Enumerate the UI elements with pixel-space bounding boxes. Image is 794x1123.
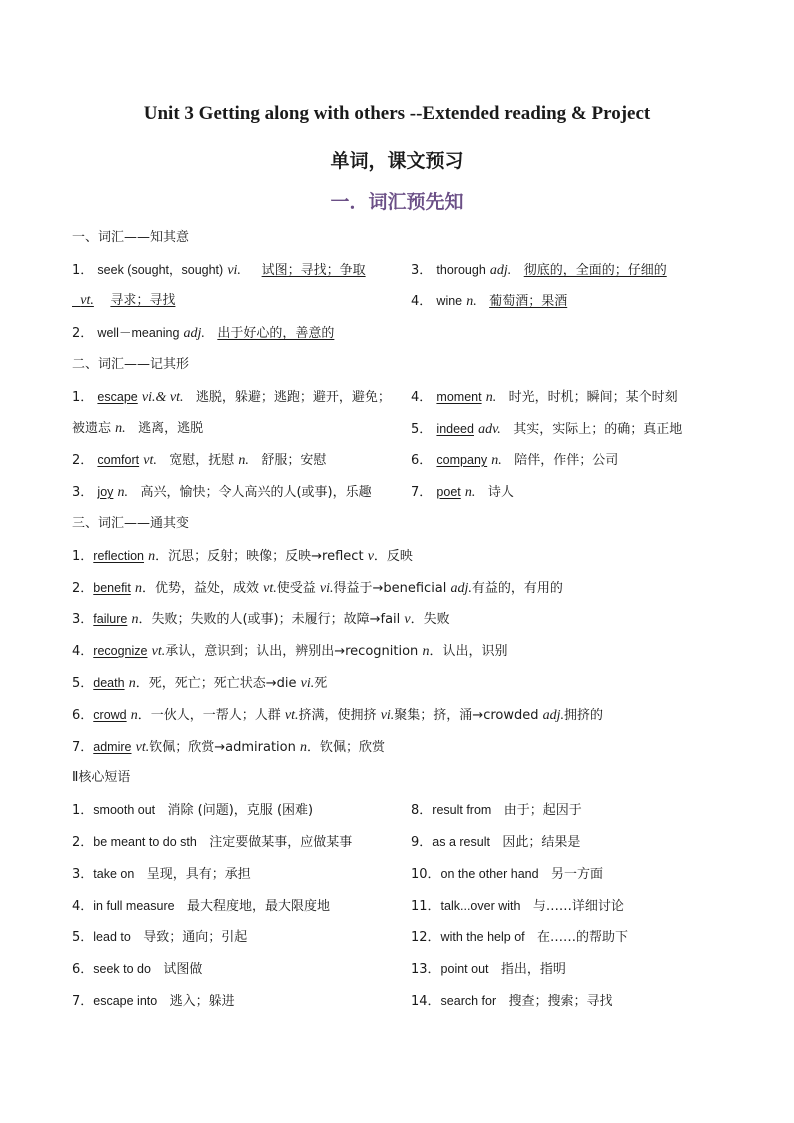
part-of-speech: adj. [183, 326, 205, 341]
text-fragment: 12． [411, 930, 441, 945]
part-of-speech: n. [464, 485, 476, 500]
vocab-meaning: 逃离，逃脱 [138, 421, 204, 436]
vocab-meaning: 高兴，愉快；令人高兴的人(或事)，乐趣 [140, 485, 372, 500]
text-fragment: on the other hand [440, 867, 539, 881]
text-fragment: smooth out [93, 803, 156, 817]
phrase-item-3 [72, 865, 251, 884]
vocab-word: well－meaning [97, 326, 180, 340]
text-fragment: 拥挤的 [564, 708, 604, 723]
part-of-speech: vi. [227, 263, 241, 278]
phrase-item-1 [72, 801, 313, 820]
text-fragment: 3． [72, 612, 94, 627]
vocab-word: company [436, 453, 488, 467]
text-fragment: vt. [284, 708, 299, 723]
vocab-word: poet [436, 485, 461, 499]
text-fragment: n [422, 644, 430, 659]
item-number: 4． [411, 390, 433, 405]
part-of-speech: n. [466, 294, 477, 309]
text-fragment: vi. [380, 708, 395, 723]
text-fragment: reflection [93, 549, 145, 563]
text-fragment: n [131, 612, 139, 627]
vocab-meaning: 葡萄酒；果酒 [489, 294, 568, 309]
part-of-speech: n. [115, 421, 126, 436]
text-fragment: 4． [72, 644, 94, 659]
phrase-item-7 [72, 992, 235, 1011]
vocab1-item-1-cont [72, 292, 175, 310]
vocab2-item-5 [411, 420, 682, 439]
phrase-item-2 [72, 833, 352, 852]
text-fragment: vt. [151, 644, 166, 659]
text-fragment: 在……的帮助下 [537, 930, 629, 945]
text-fragment: 1． [72, 803, 94, 818]
part-of-speech: adj. [489, 263, 512, 278]
vocab3-item-5 [72, 674, 327, 693]
vocab-meaning: 时光，时机；瞬间；某个时刻 [508, 390, 678, 405]
vocab1-item-1 [72, 261, 366, 280]
item-number: 4． [411, 294, 433, 309]
text-fragment: 5． [72, 676, 94, 691]
section-heading: 一．词汇预先知 [330, 191, 464, 213]
phrase-item-14 [411, 992, 613, 1011]
text-fragment: in full measure [93, 899, 175, 913]
text-fragment: 得益于→beneficial [333, 581, 447, 596]
item-number: 2． [72, 326, 94, 341]
text-fragment: 7． [72, 994, 94, 1009]
phrase-item-9 [411, 833, 580, 852]
page-subtitle: 单词，课文预习 [330, 150, 464, 172]
vocab2-item-4 [411, 388, 678, 407]
item-number: 3． [411, 263, 433, 278]
text-fragment: result from [432, 803, 492, 817]
text-fragment: talk...over with [440, 899, 521, 913]
vocab-meaning: 试图；寻找；争取 [261, 263, 366, 278]
phrase-item-8 [411, 801, 582, 820]
vocab3-item-6 [72, 706, 603, 725]
text-fragment: ．钦佩；欣赏 [307, 740, 386, 755]
text-fragment: take on [93, 867, 135, 881]
item-number: 1． [72, 263, 94, 278]
vocab3-item-4 [72, 642, 507, 661]
text-fragment: 钦佩；欣赏→admiration [149, 740, 296, 755]
vocab-meaning: 宽慰，抚慰 [169, 453, 235, 468]
part-of-speech: n. [238, 453, 249, 468]
text-fragment: 11． [411, 899, 441, 914]
text-fragment: adj. [450, 581, 472, 596]
page-title: Unit 3 Getting along with others --Extended reading & Project [143, 103, 651, 124]
text-fragment: 注定要做某事，应做某事 [209, 835, 353, 850]
item-number: 1． [72, 390, 94, 405]
section-title-3: 三、词汇——通其变 [72, 516, 190, 531]
text-fragment: adj. [542, 708, 565, 723]
text-fragment: 使受益 [276, 581, 316, 596]
text-fragment: vi. [319, 581, 334, 596]
vocab2-item-1-cont [72, 420, 203, 438]
phrase-item-11 [411, 897, 624, 916]
part-of-speech: n. [117, 485, 129, 500]
vocab3-item-7 [72, 738, 385, 757]
text-fragment: 因此；结果是 [502, 835, 581, 850]
text-fragment: failure [93, 612, 128, 626]
vocab-word: moment [436, 390, 482, 404]
vocab3-item-1 [72, 547, 413, 566]
vocab-meaning: 陪伴，作伴；公司 [514, 453, 619, 468]
text-fragment: n [134, 581, 142, 596]
part-of-speech: adv. [478, 422, 501, 437]
text-fragment: crowd [93, 708, 127, 722]
vocab2-item-1 [72, 388, 391, 407]
text-fragment: 10． [411, 867, 441, 882]
text-fragment: 导致；通向；引起 [143, 930, 248, 945]
vocab-meaning: 彻底的，全面的；仔细的 [523, 263, 667, 278]
text-fragment: ．沉思；反射；映像；反映→reflect [155, 549, 364, 564]
text-fragment: 试图做 [163, 962, 203, 977]
text-fragment: ．死，死亡；死亡状态→die [135, 676, 297, 691]
vocab2-item-6 [411, 451, 618, 470]
text-fragment: 承认，意识到；认出，辨别出→recognition [165, 644, 419, 659]
text-fragment: ．反映 [373, 549, 413, 564]
text-fragment: 聚集；挤，涌→crowded [394, 708, 539, 723]
section-title-4: Ⅱ核心短语 [72, 770, 131, 785]
section-title-1: 一、词汇——知其意 [72, 230, 190, 245]
vocab3-item-3 [72, 610, 450, 629]
text-fragment: 13． [411, 962, 441, 977]
text-fragment: 指出，指明 [500, 962, 566, 977]
vocab-meaning: 被遗忘 [72, 421, 112, 436]
text-fragment: n [148, 549, 156, 564]
vocab-word: seek (sought，sought) [97, 263, 224, 277]
item-number: 2． [72, 453, 94, 468]
text-fragment: ．优势，益处，成效 [141, 581, 259, 596]
item-number: 5． [411, 422, 433, 437]
text-fragment: n [130, 708, 138, 723]
text-fragment: 6． [72, 708, 94, 723]
text-fragment: admire [93, 740, 132, 754]
text-fragment: 2． [72, 581, 94, 596]
vocab1-item-2 [72, 324, 334, 343]
part-of-speech: n. [491, 453, 502, 468]
vocab-word: wine [436, 294, 463, 308]
text-fragment: vt. [263, 581, 277, 596]
text-fragment: vi. [300, 676, 315, 691]
text-fragment: 最大程度地，最大限度地 [186, 899, 330, 914]
vocab-meaning: 其实，实际上；的确；真正地 [513, 422, 683, 437]
text-fragment: 8． [411, 803, 433, 818]
text-fragment: 9． [411, 835, 433, 850]
vocab-meaning: 寻求；寻找 [110, 293, 176, 308]
text-fragment: ．认出，识别 [429, 644, 508, 659]
text-fragment: ．失败；失败的人(或事)；未履行；故障→fail [138, 612, 401, 627]
text-fragment: death [93, 676, 125, 690]
vocab-word: comfort [97, 453, 140, 467]
phrase-item-12 [411, 928, 628, 947]
text-fragment: seek to do [93, 962, 151, 976]
text-fragment: with the help of [440, 930, 525, 944]
text-fragment: 6． [72, 962, 94, 977]
part-of-speech: vt. [143, 453, 157, 468]
text-fragment: be meant to do sth [93, 835, 197, 849]
text-fragment: 由于；起因于 [503, 803, 582, 818]
section-title-2: 二、词汇——记其形 [72, 357, 190, 372]
vocab-meaning: 舒服；安慰 [261, 453, 327, 468]
text-fragment: benefit [93, 581, 131, 595]
text-fragment: ．一伙人，一帮人；人群 [137, 708, 281, 723]
vocab-meaning: 逃脱，躲避；逃跑；避开，避免； [195, 390, 391, 405]
text-fragment: 搜查；搜索；寻找 [508, 994, 613, 1009]
text-fragment: 与……详细讨论 [532, 899, 624, 914]
vocab-word: escape [97, 390, 138, 404]
text-fragment: lead to [93, 930, 131, 944]
item-number: 6． [411, 453, 433, 468]
vocab-word: thorough [436, 263, 486, 277]
text-fragment: 另一方面 [550, 867, 603, 882]
phrase-item-5 [72, 928, 247, 947]
text-fragment: point out [440, 962, 489, 976]
text-fragment: 消除 (问题)，克服 (困难) [167, 803, 314, 818]
text-fragment: n [300, 740, 307, 755]
text-fragment: ．失败 [410, 612, 450, 627]
phrase-item-4 [72, 897, 330, 916]
text-fragment: recognize [93, 644, 148, 658]
vocab2-item-3 [72, 483, 372, 502]
vocab2-item-2 [72, 451, 326, 470]
text-fragment: 逃入；躲进 [169, 994, 235, 1009]
part-of-speech: vt. [80, 293, 94, 308]
text-fragment: search for [440, 994, 497, 1008]
text-fragment: 呈现，具有；承担 [146, 867, 251, 882]
part-of-speech: vi.& vt. [141, 390, 184, 405]
phrase-item-10 [411, 865, 603, 884]
item-number: 7． [411, 485, 433, 500]
text-fragment: 14． [411, 994, 441, 1009]
text-fragment: 有益的，有用的 [471, 581, 563, 596]
text-fragment: 3． [72, 867, 94, 882]
text-fragment: 挤满，使拥挤 [298, 708, 377, 723]
vocab-meaning: 出于好心的，善意的 [217, 326, 335, 341]
text-fragment: 5． [72, 930, 94, 945]
phrase-item-13 [411, 960, 566, 979]
text-fragment: 死 [314, 676, 328, 691]
text-fragment: 1． [72, 549, 94, 564]
vocab-word: indeed [436, 422, 474, 436]
vocab2-item-7 [411, 483, 514, 502]
text-fragment: 4． [72, 899, 94, 914]
vocab3-item-2 [72, 579, 563, 598]
phrase-item-6 [72, 960, 202, 979]
text-fragment: n [128, 676, 136, 691]
text-fragment: 7． [72, 740, 94, 755]
vocab1-item-4 [411, 292, 567, 311]
text-fragment: v [367, 549, 374, 564]
part-of-speech: n. [485, 390, 497, 405]
vocab-word: joy [97, 485, 114, 499]
text-fragment: vt. [135, 740, 150, 755]
text-fragment: 2． [72, 835, 94, 850]
text-fragment: as a result [432, 835, 490, 849]
vocab1-item-3 [411, 261, 667, 280]
text-fragment: v [404, 612, 411, 627]
text-fragment: escape into [93, 994, 158, 1008]
vocab-meaning: 诗人 [487, 485, 514, 500]
item-number: 3． [72, 485, 94, 500]
